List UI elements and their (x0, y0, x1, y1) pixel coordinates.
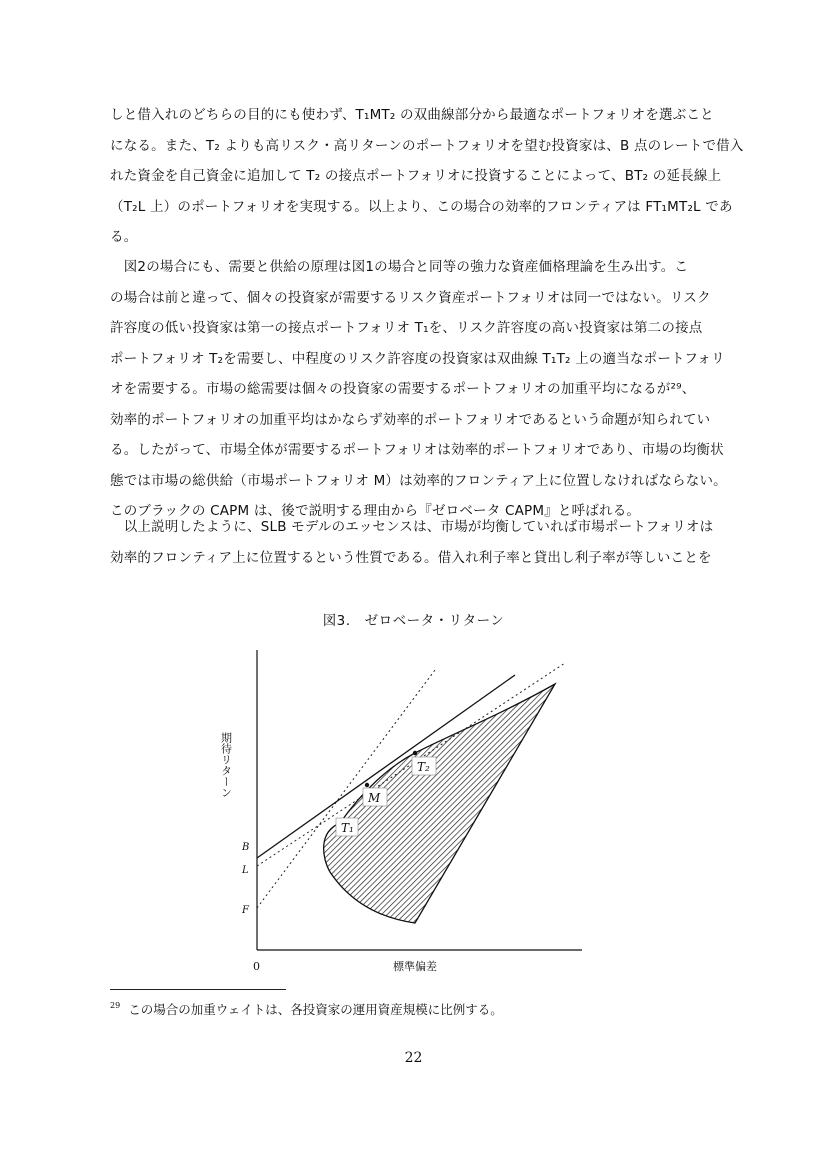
footnote-rule (110, 989, 286, 990)
text-line: の場合は前と違って、個々の投資家が需要するリスク資産ポートフォリオは同一ではない。リスク (110, 289, 711, 306)
text-line: オを需要する。市場の総需要は個々の投資家の需要するポートフォリオの加重平均になるが²⁹、 (110, 381, 696, 397)
text-line: 効率的ポートフォリオの加重平均はかならず効率的ポートフォリオであるという命題が知られてい (110, 411, 711, 428)
paragraph-3 (110, 512, 714, 573)
feasible-region (324, 684, 555, 923)
figure-caption: 図3. ゼロベータ・リターン (322, 613, 505, 629)
text-line: しと借入れのどちらの目的にも使わず、T₁MT₂ の双曲線部分から最適なポートフォリオを選ぶこと (110, 107, 714, 123)
point-M (365, 783, 369, 787)
text-line: ポートフォリオ T₂を需要し、中程度のリスク許容度の投資家は双曲線 T₁T₂ 上の適当なポートフォリ (110, 350, 725, 367)
y-axis-title: 期待リターン (220, 732, 233, 798)
x-axis-title: 標準偏差 (393, 960, 437, 973)
footnote-mark: 29 (110, 1001, 121, 1010)
text-line: る。 (110, 229, 138, 245)
text-line: れた資金を自己資金に追加して T₂ の接点ポートフォリオに投資することによって、BT₂ の延長線上 (110, 168, 722, 184)
footnote (110, 1000, 503, 1018)
label-L: L (242, 865, 249, 876)
footnote-text: この場合の加重ウェイトは、各投資家の運用資産規模に比例する。 (128, 1002, 503, 1017)
label-M: M (368, 791, 381, 805)
text-line: る。したがって、市場全体が需要するポートフォリオは効率的ポートフォリオであり、市場の均衡状 (110, 442, 724, 458)
text-line: 許容度の低い投資家は第一の接点ポートフォリオ T₁を、リスク許容度の高い投資家は第二の接点 (110, 320, 703, 336)
text-line: 効率的フロンティア上に位置するという性質である。借入れ利子率と貸出し利子率が等しいことを (110, 549, 712, 566)
text-line: になる。また、T₂ よりも高リスク・高リターンのポートフォリオを望む投資家は、B 点のレートで借入 (110, 137, 744, 154)
point-T2 (413, 751, 417, 755)
text-line: 以上説明したように、SLB モデルのエッセンスは、市場が均衡していれば市場ポートフォリオは (110, 519, 714, 535)
label-B: B (242, 842, 250, 853)
text-line: 図2の場合にも、需要と供給の原理は図1の場合と同等の強力な資産価格理論を生み出す。こ (110, 259, 689, 275)
text-line: （T₂L 上）のポートフォリオを実現する。以上より、この場合の効率的フロンティアは FT₁MT₂L であ (110, 198, 733, 215)
figure-zero-beta (220, 640, 600, 980)
text-line: 態では市場の総供給（市場ポートフォリオ M）は効率的フロンティア上に位置しなければならない。 (110, 472, 727, 489)
diagram-svg (220, 640, 600, 980)
text-line: このブラックの CAPM は、後で説明する理由から『ゼロベータ CAPM』と呼ばれる。 (110, 503, 641, 519)
paragraph-1 (110, 100, 744, 253)
label-T2: T₂ (417, 760, 430, 774)
label-F: F (242, 905, 249, 916)
origin-label: 0 (253, 960, 260, 973)
page-number: 22 (404, 1050, 423, 1066)
label-T1: T₁ (341, 821, 354, 835)
